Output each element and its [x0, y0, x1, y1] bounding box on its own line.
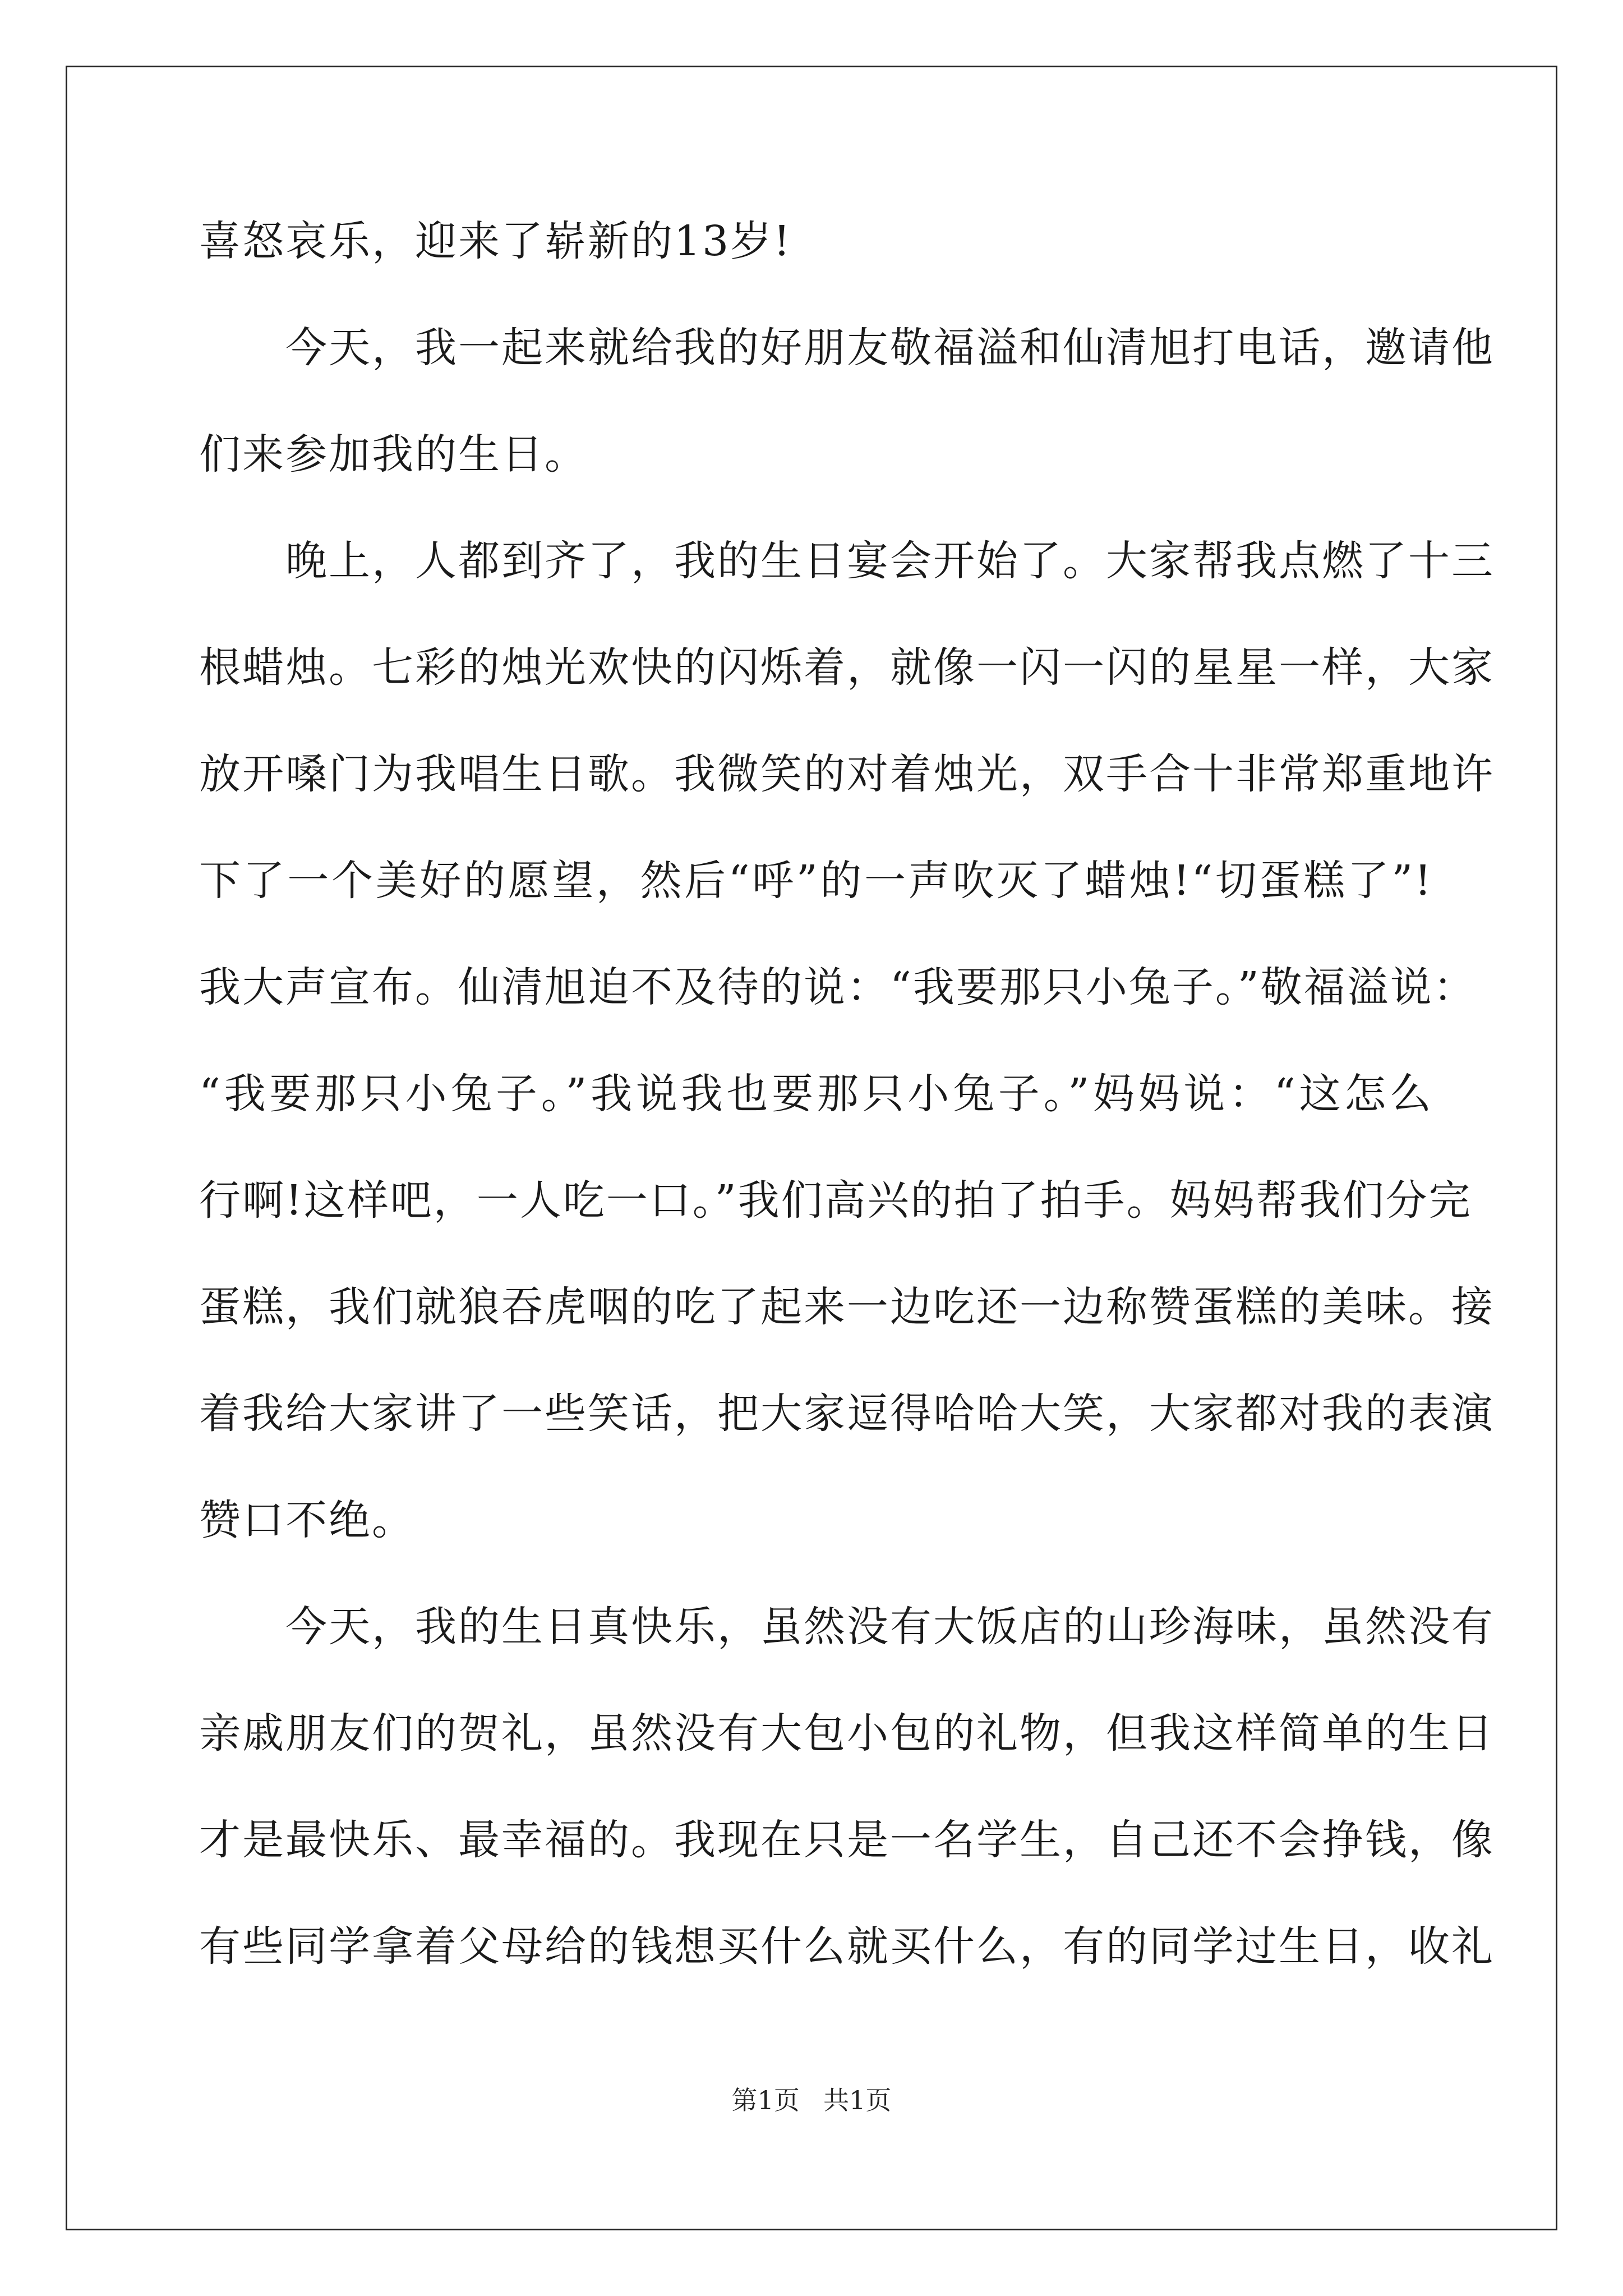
text-line [199, 213, 1433, 320]
text-line [199, 1812, 1495, 1918]
text-line [199, 746, 1495, 853]
text-line [199, 320, 1495, 426]
document-body [199, 213, 1495, 2025]
text-line-content: 亲戚朋友们的贺礼，虽然没有大包小包的礼物，但我这样简单的生日 [199, 1709, 1495, 1757]
text-line [199, 1279, 1495, 1386]
text-line-content: 们来参加我的生日。 [199, 430, 588, 478]
text-line-content: 晚上，人都到齐了，我的生日宴会开始了。大家帮我点燃了十三 [199, 537, 1495, 585]
text-line [199, 1705, 1495, 1812]
text-line-content: 着我给大家讲了一些笑话，把大家逗得哈哈大笑，大家都对我的表演 [199, 1389, 1495, 1438]
text-line-content: 今天，我的生日真快乐，虽然没有大饭店的山珍海味，虽然没有 [199, 1603, 1495, 1651]
text-line [199, 639, 1495, 746]
text-line [199, 1172, 1472, 1279]
text-line [199, 426, 1433, 533]
text-line [199, 1386, 1495, 1492]
text-line-content: 有些同学拿着父母给的钱想买什么就买什么，有的同学过生日，收礼 [199, 1922, 1495, 1971]
text-line-content: 今天，我一起来就给我的好朋友敬福溢和仙清旭打电话，邀请他 [199, 324, 1495, 372]
text-line-content: 放开嗓门为我唱生日歌。我微笑的对着烛光，双手合十非常郑重地许 [199, 750, 1495, 798]
text-line [199, 959, 1477, 1066]
text-line-content: 根蜡烛。七彩的烛光欢快的闪烁着，就像一闪一闪的星星一样，大家 [199, 643, 1495, 692]
text-line-content: 喜怒哀乐，迎来了崭新的13岁! [199, 217, 792, 265]
text-line [199, 1492, 1433, 1599]
text-line-content: 赞口不绝。 [199, 1496, 415, 1544]
text-line-content: “我要那只小兔子。”我说我也要那只小兔子。”妈妈说：“这怎么 [199, 1070, 1433, 1118]
text-line [199, 1599, 1495, 1705]
text-line-content: 行啊!这样吧，一人吃一口。”我们高兴的拍了拍手。妈妈帮我们分完 [199, 1176, 1472, 1225]
text-line [199, 1066, 1433, 1172]
text-line-content: 我大声宣布。仙清旭迫不及待的说：“我要那只小兔子。”敬福溢说： [199, 963, 1477, 1011]
text-line [199, 853, 1433, 959]
text-line [199, 1918, 1495, 2025]
text-line-content: 下了一个美好的愿望，然后“呼”的一声吹灭了蜡烛!“切蛋糕了”! [199, 857, 1433, 905]
text-line-content: 才是最快乐、最幸福的。我现在只是一名学生，自己还不会挣钱，像 [199, 1816, 1495, 1864]
page-footer: 第1页 共1页 [731, 2085, 892, 2115]
text-line-content: 蛋糕，我们就狼吞虎咽的吃了起来一边吃还一边称赞蛋糕的美味。接 [199, 1283, 1495, 1331]
text-line [199, 533, 1495, 639]
